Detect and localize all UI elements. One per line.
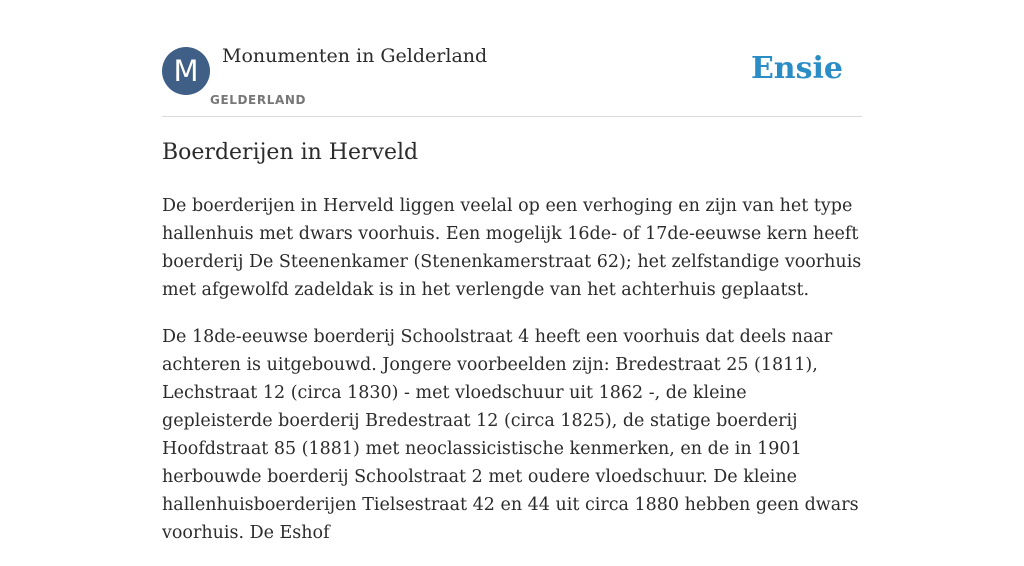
article-body bbox=[162, 192, 862, 566]
collection-subtitle[interactable]: GELDERLAND bbox=[210, 93, 307, 107]
collection-avatar[interactable]: M bbox=[162, 47, 210, 95]
ensie-logo[interactable]: Ensie bbox=[750, 51, 843, 86]
collection-title[interactable]: Monumenten in Gelderland bbox=[222, 45, 488, 67]
site-header bbox=[162, 0, 862, 117]
article-title: Boerderijen in Herveld bbox=[162, 140, 419, 165]
article-paragraph-2: De 18de-eeuwse boerderij Schoolstraat 4 heeft een voorhuis dat deels naar achteren is uitgebouwd. Jongere voorbeelden zijn: Bredestraat 25 (1811), Lechstraat 12 (circa 1830) - met vloedschuur uit 1862 -, de kleine gepleisterde boerderij Bredestraat 12 (circa 1825), de statige boerderij Hoofdstraat 85 (1881) met neoclassicistische kenmerken, en de in 1901 herbouwde boerderij Schoolstraat 2 met oudere vloedschuur. De kleine hallenhuisboerderijen Tielsestraat 42 en 44 uit circa 1880 hebben geen dwars voorhuis. De Eshof bbox=[162, 327, 859, 543]
article-paragraph-1: De boerderijen in Herveld liggen veelal op een verhoging en zijn van het type hallenhuis met dwars voorhuis. Een mogelijk 16de- of 17de-eeuwse kern heeft boerderij De Steenenkamer (Stenenkamerstraat 62); het zelfstandige voorhuis met afgewolfd zadeldak is in het verlengde van het achterhuis geplaatst. bbox=[162, 196, 862, 300]
